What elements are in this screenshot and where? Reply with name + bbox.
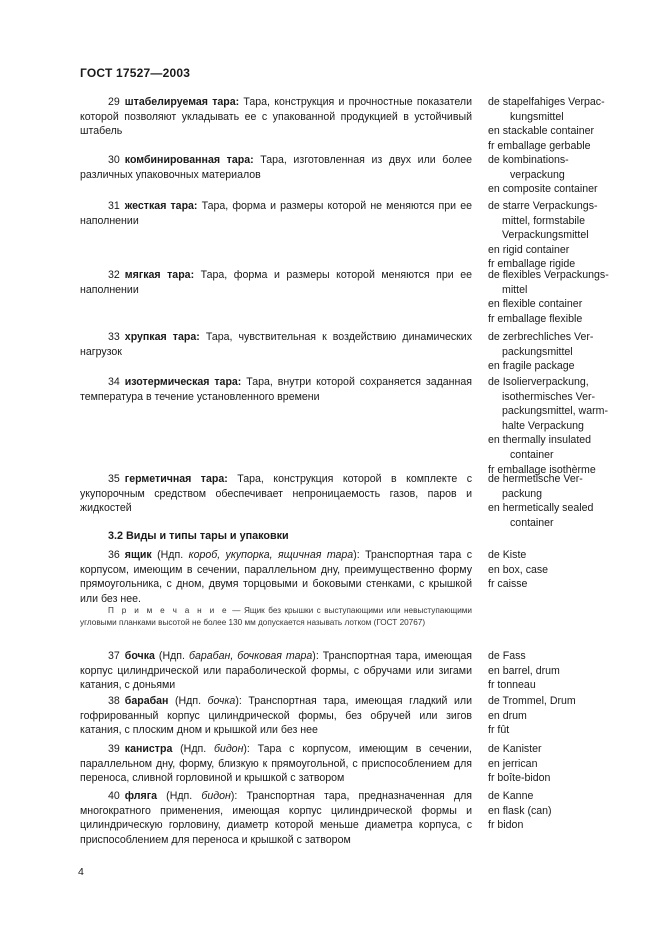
deprecated-terms: бидон bbox=[201, 790, 231, 802]
deprecated-terms: бидон bbox=[213, 743, 244, 755]
definition-body: ): Тара с корпусом, имеющим в сечении, параллельном дну, форму, близкую к прямоугольной, с приспособлением для переноса, сливной горловиной и крышкой с затвором bbox=[80, 743, 472, 785]
translation-line: de Kiste bbox=[488, 549, 527, 561]
term-number: 30 bbox=[108, 154, 120, 166]
term-number: 32 bbox=[108, 269, 120, 281]
translation-line: fr boîte-bidon bbox=[488, 772, 551, 785]
translations bbox=[488, 548, 628, 592]
definition-body: Тара, форма и размеры которой меняются при ее наполнении bbox=[80, 269, 472, 296]
term-name: штабелируемая тара: bbox=[124, 96, 240, 108]
translation-line: packungsmittel, warm- bbox=[502, 405, 608, 418]
definition-body: Тара, конструкция которой в комплекте с укупорочным средством обеспечивает непроницаемость газов, паров и жидкостей bbox=[80, 473, 472, 515]
translations bbox=[488, 199, 628, 272]
translation-line: packung bbox=[502, 487, 543, 500]
definition-body: ): Транспортная тара с корпусом, имеющим в сечении, параллельном дну, преимущественно форму прямоугольника, с дном, двумя торцовыми и боковыми стенками, с крышкой или без нее. bbox=[80, 549, 472, 605]
translation-line: fr emballage flexible bbox=[488, 312, 583, 325]
translation-line: fr emballage gerbable bbox=[488, 139, 591, 152]
translation-line: fr fût bbox=[488, 724, 510, 737]
translation-line: container bbox=[510, 448, 554, 461]
translation-line: en barrel, drum bbox=[488, 664, 560, 677]
term-number: 33 bbox=[108, 331, 120, 343]
term-number: 37 bbox=[108, 650, 120, 662]
deprecated-terms: бочка bbox=[207, 695, 236, 707]
translation-line: en drum bbox=[488, 709, 527, 722]
term-note-prefix: (Ндп. bbox=[157, 790, 202, 802]
translations bbox=[488, 375, 628, 477]
translations bbox=[488, 472, 628, 530]
translation-line: de Fass bbox=[488, 650, 526, 662]
translations bbox=[488, 95, 628, 153]
definition-body: Тара, изготовленная из двух или более различных упаковочных материалов bbox=[80, 154, 472, 181]
translation-line: en hermetically sealed bbox=[488, 502, 594, 515]
translations bbox=[488, 742, 628, 786]
term-number: 38 bbox=[108, 695, 120, 707]
note-text: — Ящик без крышки с выступающими или невыступающими угловыми планками высотой не более 130 мм допускается называть лотком (ГОСТ 20767) bbox=[80, 606, 473, 628]
definition-text bbox=[80, 375, 472, 404]
definition-body: Тара, чувствительная к воздействию динамических нагрузок bbox=[80, 331, 472, 358]
translation-line: en stackable container bbox=[488, 125, 595, 138]
page-number: 4 bbox=[78, 866, 84, 878]
translation-line: fr emballage rigide bbox=[488, 258, 576, 271]
term-number: 40 bbox=[108, 790, 120, 802]
note-paragraph bbox=[80, 605, 472, 629]
term-number: 39 bbox=[108, 743, 120, 755]
term-name: изотермическая тара: bbox=[124, 376, 242, 388]
translation-line: verpackung bbox=[510, 168, 565, 181]
definition-body: ): Транспортная тара, имеющая гладкий или гофрированный корпус цилиндрической формы, без обручей или зигов катания, с плоским дном и крышкой или без нее bbox=[80, 695, 472, 737]
translation-line: de starre Verpackungs- bbox=[488, 200, 598, 212]
document-header: ГОСТ 17527—2003 bbox=[80, 66, 191, 80]
definition-body: ): Транспортная тара, имеющая корпус цилиндрической или параболической формы, с обручами или зигами катания, с доньями bbox=[80, 650, 472, 692]
translations bbox=[488, 153, 628, 197]
translation-line: de stapelfahiges Verpac- bbox=[488, 96, 605, 108]
translation-line: isothermisches Ver- bbox=[502, 390, 596, 403]
definition-body: Тара, внутри которой сохраняется заданная температура в течение установленного времени bbox=[80, 376, 472, 403]
definition-text bbox=[80, 153, 472, 182]
term-name: герметичная тара: bbox=[124, 473, 228, 485]
term-number: 31 bbox=[108, 200, 120, 212]
translation-line: en flask (can) bbox=[488, 804, 552, 817]
term-name: хрупкая тара: bbox=[124, 331, 200, 343]
definition-text bbox=[80, 649, 472, 693]
translation-line: mittel, formstabile bbox=[502, 214, 586, 227]
section-title: 3.2 Виды и типы тары и упаковки bbox=[108, 530, 289, 542]
translation-line: de kombinations- bbox=[488, 154, 569, 166]
definition-text bbox=[80, 742, 472, 786]
term-name: жесткая тара: bbox=[124, 200, 198, 212]
term-number: 36 bbox=[108, 549, 120, 561]
term-note-prefix: (Ндп. bbox=[154, 650, 189, 662]
term-number: 29 bbox=[108, 96, 120, 108]
translation-line: en fragile package bbox=[488, 360, 575, 373]
translations bbox=[488, 330, 628, 374]
term-name: барабан bbox=[124, 695, 169, 707]
definition-text bbox=[80, 548, 472, 606]
note-label: П р и м е ч а н и е bbox=[108, 606, 229, 615]
term-note-prefix: (Ндп. bbox=[172, 743, 214, 755]
translation-line: de Kanne bbox=[488, 790, 534, 802]
translation-line: fr tonneau bbox=[488, 679, 536, 692]
translation-line: en composite container bbox=[488, 183, 598, 196]
translation-line: halte Verpackung bbox=[502, 419, 584, 432]
definition-text bbox=[80, 199, 472, 228]
translation-line: packungsmittel bbox=[502, 345, 573, 358]
translation-line: fr bidon bbox=[488, 819, 524, 832]
translation-line: Verpackungsmittel bbox=[502, 229, 589, 242]
term-name: канистра bbox=[124, 743, 173, 755]
term-note-prefix: (Ндп. bbox=[168, 695, 208, 707]
translation-line: mittel bbox=[502, 283, 528, 296]
translation-line: de Kanister bbox=[488, 743, 542, 755]
definition-text bbox=[80, 694, 472, 738]
deprecated-terms: барабан, бочковая тара bbox=[189, 650, 313, 662]
translation-line: de flexibles Verpackungs- bbox=[488, 269, 609, 281]
term-name: фляга bbox=[124, 790, 158, 802]
translation-line: de hermetische Ver- bbox=[488, 473, 583, 485]
translation-line: fr emballage isothèrme bbox=[488, 463, 596, 476]
translation-line: en box, case bbox=[488, 563, 549, 576]
translations bbox=[488, 789, 628, 833]
term-name: бочка bbox=[124, 650, 155, 662]
translation-line: de Isolierverpackung, bbox=[488, 376, 589, 388]
definition-body: Тара, конструкция и прочностные показатели которой позволяют укладывать ее с упакованной продукцией в устойчивый штабель bbox=[80, 96, 473, 138]
translation-line: en rigid container bbox=[488, 243, 570, 256]
definition-body: ): Транспортная тара, предназначенная для многократного применения, имеющая корпус цилиндрической формы и цилиндрическую горловину, диаметр которой меньше диаметра корпуса, с приспособлением для переноса и крышкой с затвором bbox=[80, 790, 472, 846]
translations bbox=[488, 268, 628, 326]
term-name: мягкая тара: bbox=[124, 269, 195, 281]
translation-line: en flexible container bbox=[488, 298, 583, 311]
term-name: ящик bbox=[124, 549, 152, 561]
definition-text bbox=[80, 330, 472, 359]
translation-line: de zerbrechliches Ver- bbox=[488, 331, 594, 343]
translations bbox=[488, 694, 628, 738]
definition-text bbox=[80, 268, 472, 297]
term-note-prefix: (Ндп. bbox=[151, 549, 189, 561]
definition-text bbox=[80, 789, 472, 847]
deprecated-terms: короб, укупорка, ящичная тара bbox=[188, 549, 354, 561]
translation-line: en thermally insulated bbox=[488, 434, 592, 447]
translations bbox=[488, 649, 628, 693]
translation-line: fr caisse bbox=[488, 578, 528, 591]
definition-text bbox=[80, 95, 472, 139]
definition-body: Тара, форма и размеры которой не меняются при ее наполнении bbox=[80, 200, 472, 227]
translation-line: en jerrican bbox=[488, 757, 538, 770]
term-number: 34 bbox=[108, 376, 120, 388]
term-name: комбинированная тара: bbox=[124, 154, 254, 166]
translation-line: de Trommel, Drum bbox=[488, 695, 576, 707]
definition-text bbox=[80, 472, 472, 516]
translation-line: kungsmittel bbox=[510, 110, 564, 123]
translation-line: container bbox=[510, 516, 554, 529]
term-number: 35 bbox=[108, 473, 120, 485]
